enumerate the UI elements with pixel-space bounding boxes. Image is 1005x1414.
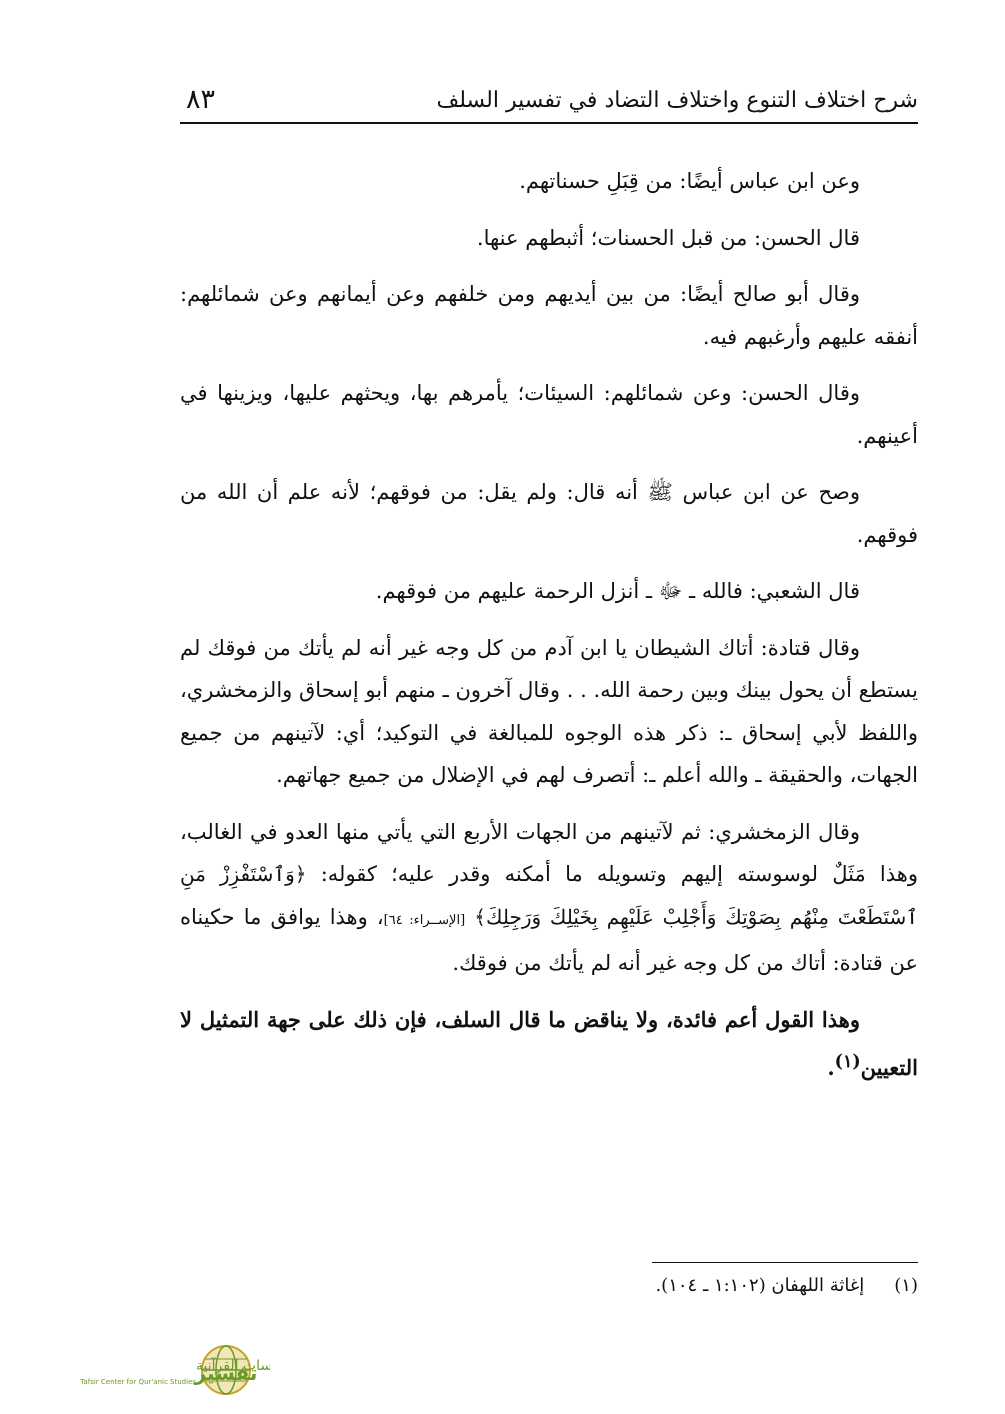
logo-mark: تفسير xyxy=(194,1361,258,1385)
body-text xyxy=(180,160,918,1260)
paragraph: وقال الحسن: وعن شمائلهم: السيئات؛ يأمرهم بها، ويحثهم عليها، ويزينها في أعينهم. xyxy=(180,381,918,448)
footnote-number: (١) xyxy=(894,1275,918,1296)
logo-arabic-name: سات القرآنية xyxy=(196,1358,270,1374)
paragraph: وعن ابن عباس أيضًا: من قِبَلِ حسناتهم. xyxy=(519,169,860,193)
footnote-text: إغاثة اللهفان (١:١٠٢ ـ ١٠٤). xyxy=(655,1275,865,1296)
paragraph: قال الحسن: من قبل الحسنات؛ أثبطهم عنها. xyxy=(476,225,860,250)
logo-english-name: Tafsir Center for Qur'anic Studies xyxy=(80,1378,196,1386)
paragraph: قال الشعبي: فالله ـ ﷻ ـ أنزل الرحمة عليهم من فوقهم. xyxy=(375,579,860,603)
verse-reference: [الإســراء: ٦٤] xyxy=(383,912,466,928)
paragraph-text: وقال الزمخشري: ثم لآتينهم من الجهات الأربع التي يأتي منها العدو في الغالب، وهذا مَثَلٌ لوسوسته إليهم وتسويله ما أمكنه وقدر عليه؛ كقوله: xyxy=(180,819,918,886)
paragraph-text: ، وهذا يوافق ما حكيناه عن قتادة: أتاك من كل وجه غير أنه لم يأتك من فوقك. xyxy=(180,904,918,975)
paragraph-with-verse xyxy=(180,811,918,985)
logo-graphic xyxy=(0,1340,270,1410)
paragraph: وقال أبو صالح أيضًا: من بين أيديهم ومن خلفهم وعن أيمانهم وعن شمائلهم: أنفقه عليهم وأرغبهم فيه. xyxy=(180,282,918,349)
paragraph: وصح عن ابن عباس ﷺ أنه قال: ولم يقل: من فوقهم؛ لأنه علم أن الله من فوقهم. xyxy=(180,480,918,547)
running-title: شرح اختلاف التنوع واختلاف التضاد في تفسير السلف xyxy=(436,88,918,113)
tafsir-center-logo xyxy=(0,1340,270,1410)
paragraph-end: . xyxy=(827,1055,835,1080)
paragraph: وقال قتادة: أتاك الشيطان يا ابن آدم من كل وجه غير أنه لم يأتك من فوقك لم يستطع أن يحول بينك وبين رحمة الله. . . وقال آخرون ـ منهم أبو إسحاق والزمخشري، واللفظ لأبي إسحاق ـ: ذكر هذه الوجوه للمبالغة في التوكيد؛ أي: لآتينهم من جميع الجهات، والحقيقة ـ والله أعلم ـ: أتصرف لهم في الإضلال من جميع جهاتهم. xyxy=(180,635,918,787)
page-number: ٨٣ xyxy=(186,84,216,115)
bold-text: وهذا القول أعم فائدة، ولا يناقض ما قال السلف، فإن ذلك على جهة التمثيل لا التعيين xyxy=(180,1006,918,1080)
footnote xyxy=(180,1275,918,1296)
footnote-marker: (١) xyxy=(834,1052,861,1072)
quran-verse: ﴿وَٱسْتَفْزِزْ مَنِ ٱسْتَطَعْتَ مِنْهُم بِصَوْتِكَ وَأَجْلِبْ عَلَيْهِم بِخَيْلِكَ وَرَجِلِكَ﴾ xyxy=(180,862,918,929)
page-header xyxy=(180,82,918,124)
footnote-divider xyxy=(652,1262,918,1263)
concluding-paragraph xyxy=(180,999,918,1090)
